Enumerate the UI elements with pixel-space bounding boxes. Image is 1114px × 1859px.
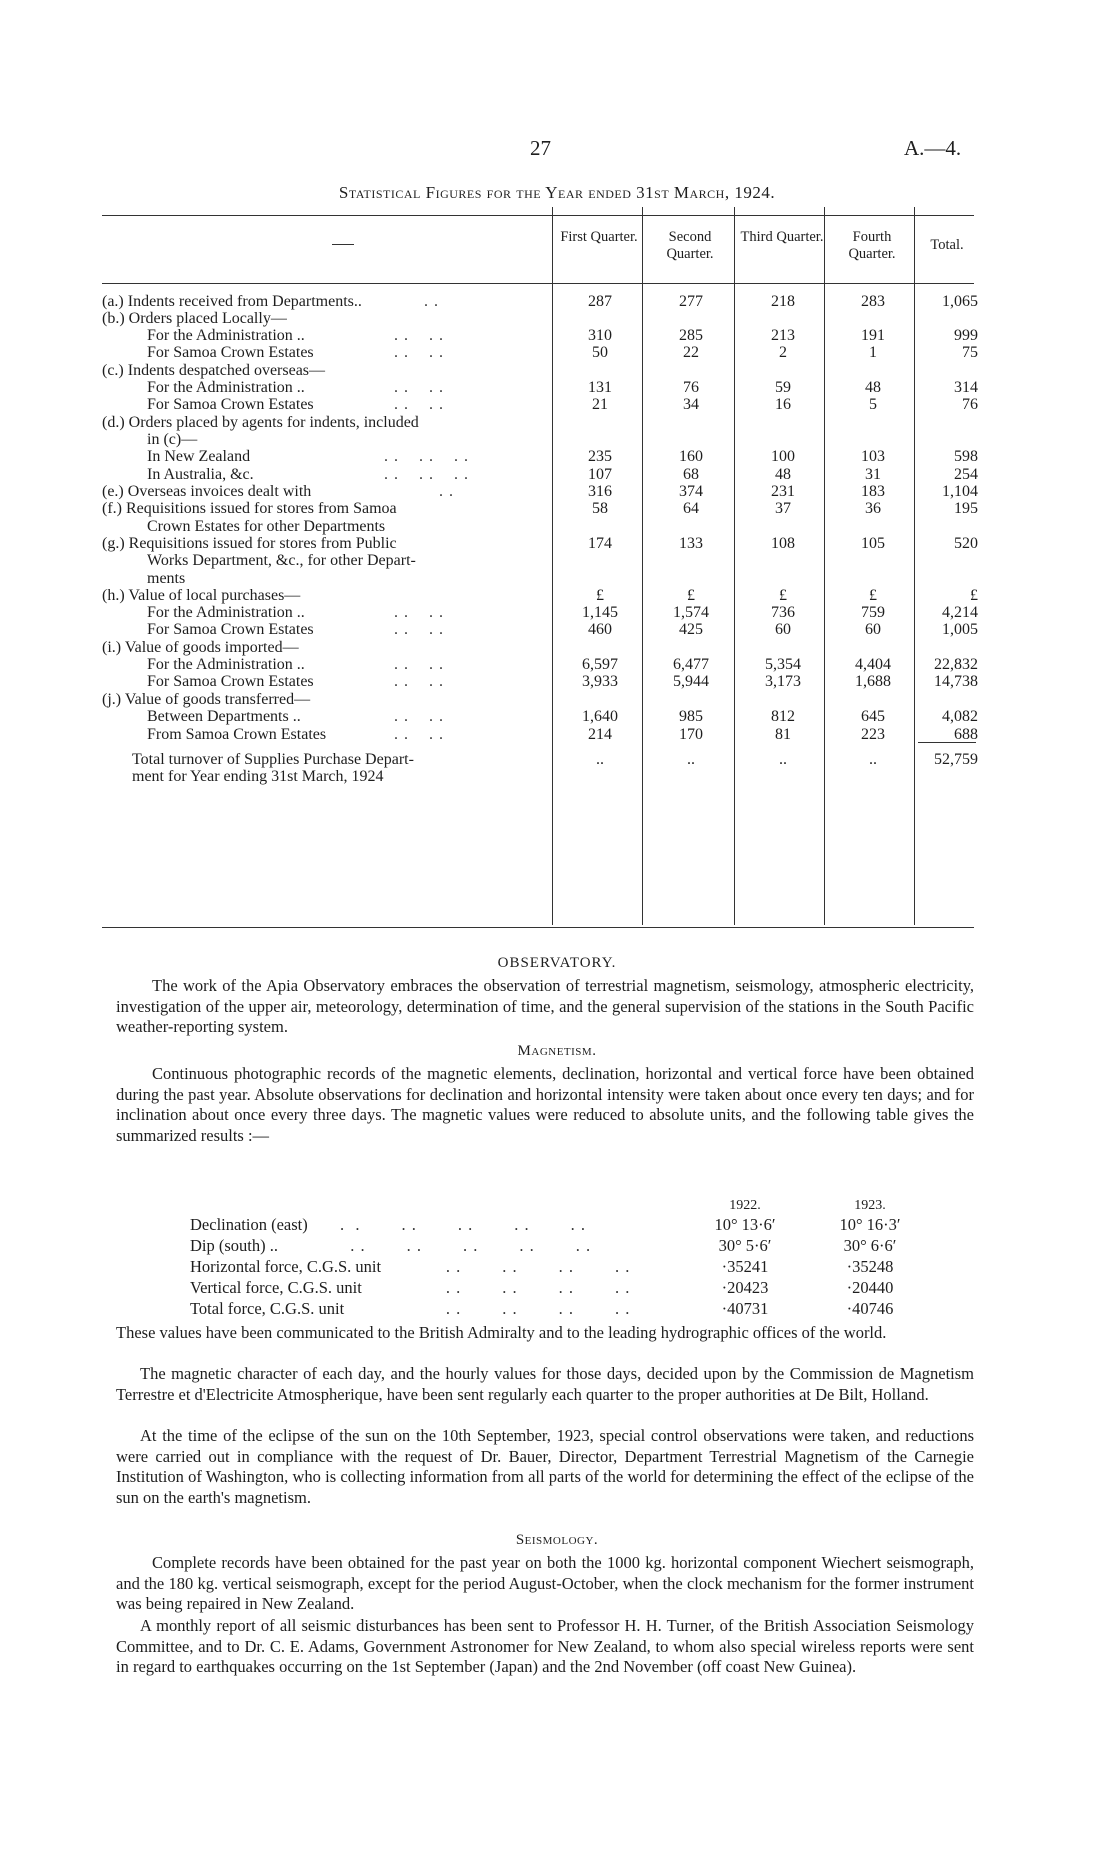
row-label: (i.) Value of goods imported— <box>102 639 299 656</box>
table-cell: 310 <box>588 327 612 344</box>
row-label: (b.) Orders placed Locally— <box>102 310 287 327</box>
table-cell: 5,354 <box>765 656 801 673</box>
seismology-heading: Seismology. <box>515 1532 599 1548</box>
table-cell: 218 <box>771 293 795 310</box>
table-cell: 277 <box>679 293 703 310</box>
table-row <box>102 767 974 787</box>
table-row <box>102 725 978 745</box>
table-cell: 6,597 <box>582 656 618 673</box>
table-cell: 999 <box>954 327 978 344</box>
table-cell: 6,477 <box>673 656 709 673</box>
table-cell: .. <box>687 751 695 768</box>
table-cell: 36 <box>865 500 881 517</box>
table-cell: 213 <box>771 327 795 344</box>
leader-dots: . . <box>384 293 439 310</box>
table-cell: 1,065 <box>942 293 978 310</box>
row-label: (e.) Overseas invoices dealt with <box>102 483 312 500</box>
table-cell: 1,104 <box>942 483 978 500</box>
leader-dots: . . . . <box>384 673 444 690</box>
table-row <box>102 447 978 467</box>
table-cell: 48 <box>865 379 881 396</box>
total-rule <box>918 742 976 743</box>
table-cell: 16 <box>775 396 791 413</box>
table-cell: 3,933 <box>582 673 618 690</box>
table-cell: 107 <box>588 466 612 483</box>
table-cell: 1,145 <box>582 604 618 621</box>
table-cell: 60 <box>775 621 791 638</box>
table-cell: 22,832 <box>934 656 978 673</box>
magnetic-row <box>190 1298 930 1319</box>
leader-dots: . . . . <box>384 604 444 621</box>
table-cell: 688 <box>954 726 978 743</box>
table-cell: 4,214 <box>942 604 978 621</box>
table-row <box>102 395 978 415</box>
table-cell: 131 <box>588 379 612 396</box>
magnetic-label: Total force, C.G.S. unit <box>190 1299 345 1318</box>
table-cell: 645 <box>861 708 885 725</box>
table-cell: 812 <box>771 708 795 725</box>
page-number: 27 <box>530 136 551 160</box>
row-label: (g.) Requisitions issued for stores from Public <box>102 535 397 552</box>
header-third-quarter: Third Quarter. <box>740 229 824 245</box>
value-1922: 10° 13·6′ <box>714 1215 776 1234</box>
table-cell: 100 <box>771 448 795 465</box>
table-cell: £ <box>779 587 787 604</box>
leader-dots: . . . . <box>384 656 444 673</box>
statistics-table <box>102 207 978 937</box>
table-cell: 31 <box>865 466 881 483</box>
value-1922: ·35241 <box>721 1257 769 1276</box>
seismology-paragraph-1: Complete records have been obtained for the past year on both the 1000 kg. horizontal component Wiechert seismograph, and the 180 kg. vertical seismograph, except for the period August-October, when the clock mechanism for the former instrument was being repaired in New Zealand. <box>116 1553 974 1613</box>
table-cell: 231 <box>771 483 795 500</box>
leader-dots: . . . . <box>384 396 444 413</box>
table-cell: .. <box>869 751 877 768</box>
value-1923: ·40746 <box>846 1299 894 1318</box>
row-label: For the Administration .. <box>147 604 305 621</box>
row-label: Between Departments .. <box>147 708 301 725</box>
table-cell: £ <box>869 587 877 604</box>
table-cell: 223 <box>861 726 885 743</box>
table-cell: 283 <box>861 293 885 310</box>
magnetic-row <box>190 1256 930 1277</box>
row-label: For Samoa Crown Estates <box>147 344 314 361</box>
header-second-quarter: Second Quarter. <box>666 229 714 262</box>
row-label: Works Department, &c., for other Depart- <box>147 552 416 569</box>
table-cell: 22 <box>683 344 699 361</box>
table-cell: 425 <box>679 621 703 638</box>
table-cell: 316 <box>588 483 612 500</box>
table-row <box>102 620 978 640</box>
leader-dots: . . . . <box>384 726 444 743</box>
leader-dots: . . . . . . . . <box>410 1257 631 1276</box>
table-cell: 58 <box>592 500 608 517</box>
leader-dots: . . . . . . . . <box>410 1299 631 1318</box>
document-reference: A.—4. <box>904 136 962 160</box>
table-cell: 287 <box>588 293 612 310</box>
table-cell: 460 <box>588 621 612 638</box>
seismology-paragraph-2: A monthly report of all seismic disturbances has been sent to Professor H. H. Turner, of the British Association Seismology Committee, and to Dr. C. E. Adams, Government Astronomer for New Zealand, to whom also special wireless reports were sent in regard to earthquakes occurring on the 1st September (Japan) and the 2nd November (off coast New Guinea). <box>116 1616 974 1676</box>
table-row <box>102 551 974 571</box>
observatory-heading: OBSERVATORY. <box>497 955 617 971</box>
table-cell: 235 <box>588 448 612 465</box>
row-label: ment for Year ending 31st March, 1924 <box>132 768 384 785</box>
table-cell: £ <box>596 587 604 604</box>
table-cell: 105 <box>861 535 885 552</box>
magnetic-row <box>190 1277 930 1298</box>
magnetism-heading: Magnetism. <box>517 1043 597 1059</box>
value-1923: ·20440 <box>846 1278 894 1297</box>
table-cell: 52,759 <box>934 751 978 768</box>
table-cell: 183 <box>861 483 885 500</box>
leader-dots: . . . . <box>384 621 444 638</box>
table-cell: 76 <box>683 379 699 396</box>
row-label: Crown Estates for other Departments <box>147 518 386 535</box>
table-cell: 21 <box>592 396 608 413</box>
table-cell: 76 <box>962 396 978 413</box>
table-cell: 4,404 <box>855 656 891 673</box>
leader-dots: . . . . <box>384 379 444 396</box>
table-cell: 50 <box>592 344 608 361</box>
table-cell: 985 <box>679 708 703 725</box>
table-header-rule <box>102 283 974 284</box>
row-label: From Samoa Crown Estates <box>147 726 327 743</box>
row-label: (h.) Value of local purchases— <box>102 587 301 604</box>
magnetic-label: Vertical force, C.G.S. unit <box>190 1278 362 1297</box>
value-1923: 10° 16·3′ <box>839 1215 901 1234</box>
magnetism-paragraph-4: At the time of the eclipse of the sun on the 10th September, 1923, special control observations were taken, and reductions were carried out in compliance with the request of Dr. Bauer, Director, Department Terrestrial Magnetism of the Carnegie Institution of Washington, who is collecting information from all parts of the world for determining the effect of the eclipse of the sun on the earth's magnetism. <box>116 1426 974 1507</box>
table-cell: 37 <box>775 500 791 517</box>
table-cell: 81 <box>775 726 791 743</box>
table-cell: £ <box>687 587 695 604</box>
leader-dots: . . . . <box>384 708 444 725</box>
table-bottom-rule <box>102 927 974 928</box>
value-1922: ·40731 <box>721 1299 769 1318</box>
table-cell: .. <box>779 751 787 768</box>
table-cell: 285 <box>679 327 703 344</box>
table-cell: .. <box>596 751 604 768</box>
magnetism-paragraph-3: The magnetic character of each day, and the hourly values for those days, decided upon by the Commission de Magnetism Terrestre et d'Electricite Atmospherique, have been sent regularly each quarter to the proper authorities at De Bilt, Holland. <box>116 1364 974 1404</box>
table-cell: 314 <box>954 379 978 396</box>
table-cell: 170 <box>679 726 703 743</box>
row-label: (f.) Requisitions issued for stores from Samoa <box>102 500 397 517</box>
table-cell: 520 <box>954 535 978 552</box>
table-title: Statistical Figures for the Year ended 31st March, 1924. <box>338 183 776 202</box>
table-cell: £ <box>970 587 978 604</box>
row-label: in (c)— <box>147 431 198 448</box>
table-cell: 5 <box>869 396 877 413</box>
table-cell: 34 <box>683 396 699 413</box>
table-cell: 2 <box>779 344 787 361</box>
magnetism-paragraph-2: These values have been communicated to the British Admiralty and to the leading hydrographic offices of the world. <box>116 1323 887 1342</box>
row-label: In Australia, &c. <box>147 466 254 483</box>
table-cell: 1 <box>869 344 877 361</box>
row-label: For Samoa Crown Estates <box>147 396 314 413</box>
table-cell: 75 <box>962 344 978 361</box>
magnetic-row <box>190 1235 930 1256</box>
header-fourth-quarter: Fourth Quarter. <box>848 229 896 262</box>
table-cell: 191 <box>861 327 885 344</box>
magnetic-label: Horizontal force, C.G.S. unit <box>190 1257 382 1276</box>
table-row <box>102 343 978 363</box>
table-cell: 1,574 <box>673 604 709 621</box>
header-total: Total. <box>930 237 964 253</box>
table-cell: 374 <box>679 483 703 500</box>
table-cell: 68 <box>683 466 699 483</box>
table-cell: 14,738 <box>934 673 978 690</box>
table-row <box>102 707 978 727</box>
magnetic-label: Dip (south) .. <box>190 1236 278 1255</box>
leader-dots: . . . . . . . . . . <box>340 1236 592 1255</box>
table-cell: 108 <box>771 535 795 552</box>
table-cell: 1,640 <box>582 708 618 725</box>
magnetic-row <box>190 1214 930 1235</box>
table-cell: 254 <box>954 466 978 483</box>
leader-dots: . . . . . . <box>384 448 469 465</box>
year-1922: 1922. <box>729 1198 761 1213</box>
leader-dots: . . <box>384 483 454 500</box>
table-top-rule <box>102 215 974 216</box>
row-label: (j.) Value of goods transferred— <box>102 691 311 708</box>
row-label: For the Administration .. <box>147 327 305 344</box>
table-cell: 736 <box>771 604 795 621</box>
row-label: For Samoa Crown Estates <box>147 621 314 638</box>
row-label: For the Administration .. <box>147 379 305 396</box>
value-1923: ·35248 <box>846 1257 894 1276</box>
header-first-quarter: First Quarter. <box>560 229 638 245</box>
header-dash <box>332 244 354 245</box>
leader-dots: . . . . . . . . . . <box>340 1215 586 1234</box>
table-cell: 3,173 <box>765 673 801 690</box>
table-cell: 1,005 <box>942 621 978 638</box>
table-cell: 174 <box>588 535 612 552</box>
table-cell: 64 <box>683 500 699 517</box>
table-cell: 59 <box>775 379 791 396</box>
table-row <box>102 499 978 519</box>
table-cell: 1,688 <box>855 673 891 690</box>
table-cell: 5,944 <box>673 673 709 690</box>
row-label: Total turnover of Supplies Purchase Depart- <box>132 751 414 768</box>
row-label: (d.) Orders placed by agents for indents, included <box>102 414 419 431</box>
table-cell: 103 <box>861 448 885 465</box>
magnetic-values-table <box>190 1195 930 1319</box>
table-cell: 60 <box>865 621 881 638</box>
magnetic-label: Declination (east) <box>190 1215 308 1234</box>
leader-dots: . . . . <box>384 327 444 344</box>
year-1923: 1923. <box>854 1198 886 1213</box>
table-cell: 160 <box>679 448 703 465</box>
row-label: (a.) Indents received from Departments.. <box>102 293 362 310</box>
value-1923: 30° 6·6′ <box>843 1236 897 1255</box>
row-label: For the Administration .. <box>147 656 305 673</box>
row-label: For Samoa Crown Estates <box>147 673 314 690</box>
row-label: In New Zealand <box>147 448 251 465</box>
table-row <box>102 672 978 692</box>
row-label: (c.) Indents despatched overseas— <box>102 362 326 379</box>
table-cell: 4,082 <box>942 708 978 725</box>
table-cell: 195 <box>954 500 978 517</box>
magnetism-paragraph-1: Continuous photographic records of the magnetic elements, declination, horizontal and vertical force have been obtained during the past year. Absolute observations for declination and horizontal intensity were taken about once every ten days; and for inclination about once every three days. The magnetic values were reduced to absolute units, and the following table gives the summarized results :— <box>116 1064 974 1145</box>
value-1922: 30° 5·6′ <box>718 1236 772 1255</box>
table-cell: 133 <box>679 535 703 552</box>
row-label: ments <box>147 570 186 587</box>
leader-dots: . . . . . . . . <box>410 1278 631 1297</box>
table-cell: 759 <box>861 604 885 621</box>
table-cell: 214 <box>588 726 612 743</box>
leader-dots: . . . . <box>384 344 444 361</box>
leader-dots: . . . . . . <box>384 466 469 483</box>
observatory-paragraph: The work of the Apia Observatory embraces the observation of terrestrial magnetism, seismology, atmospheric electricity, investigation of the upper air, meteorology, determination of time, and the general supervision of the stations in the South Pacific weather-reporting system. <box>116 976 974 1036</box>
value-1922: ·20423 <box>721 1278 769 1297</box>
table-cell: 48 <box>775 466 791 483</box>
table-cell: 598 <box>954 448 978 465</box>
